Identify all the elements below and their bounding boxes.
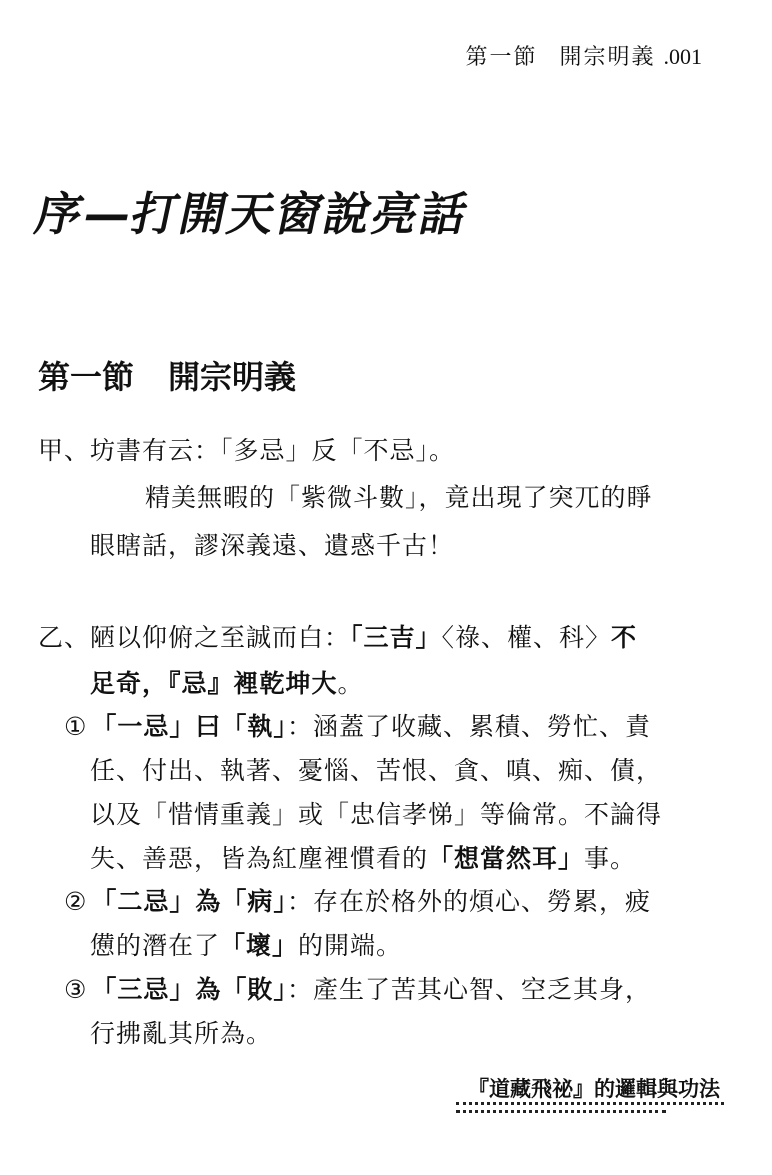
yi-star-list: 〈祿、權、科〉 (441, 623, 612, 652)
paragraph-jia-line-1: 甲、坊書有云：「多忌」反「不忌」。 (38, 436, 456, 465)
item-2-line-2-text: 憊的潛在了 (90, 931, 221, 960)
chapter-title: 序—打開天窗說亮話 (30, 187, 475, 241)
item-3-line-1-text: ：產生了苦其心智、空乏其身， (286, 975, 651, 1004)
header-section: 第一節 (465, 45, 538, 70)
section-title: 開宗明義 (168, 358, 297, 396)
item-3-line-2: 行拂亂其所為。 (90, 1019, 273, 1048)
item-1-marker: ① (64, 712, 88, 741)
item-3-line-1 (64, 975, 651, 1005)
yi-line-1-end: 不 (611, 623, 638, 652)
header-section-title: 開宗明義 (559, 45, 656, 70)
item-2-line-2 (90, 931, 402, 961)
page-number: .001 (663, 44, 702, 69)
item-2-line-1-text: ：存在於格外的煩心、勞累，疲 (286, 887, 651, 916)
yi-line-1-text: 乙、陋以仰俯之至誠而白： (38, 623, 351, 652)
item-1-line-1-text: ：涵蓋了收藏、累積、勞忙、責 (286, 712, 651, 741)
yi-line-2-end: 。 (337, 669, 364, 698)
paragraph-yi-line-2 (90, 669, 364, 699)
paragraph-jia-line-3: 眼瞎話，謬深義遠、遺惑千古！ (90, 531, 455, 560)
item-2-line-2-end: 的開端。 (298, 931, 403, 960)
footer-dotted-rule (456, 1102, 724, 1105)
item-1-line-3: 以及「惜情重義」或「忠信孝悌」等倫常。不論得 (90, 800, 663, 829)
item-2-heading: 「二忌」為「病」 (91, 887, 287, 916)
footer-dotted-rule-lower (456, 1110, 666, 1113)
item-3-heading: 「三忌」為「敗」 (91, 975, 287, 1004)
item-1-line-2: 任、付出、執著、憂惱、苦恨、貪、嗔、痴、債， (90, 756, 663, 785)
item-3-marker: ③ (64, 975, 88, 1004)
footer-book-title: 『道藏飛祕』的邏輯與功法 (468, 1077, 720, 1101)
yi-line-2-bold: 足奇，『忌』裡乾坤大 (90, 669, 338, 698)
section-number: 第一節 (38, 358, 135, 396)
item-1-line-4-bold: 「想當然耳」 (428, 844, 585, 873)
section-heading (38, 352, 296, 398)
paragraph-yi-line-1 (38, 623, 637, 653)
item-2-line-1 (64, 887, 651, 917)
item-2-line-2-bold: 「壞」 (220, 931, 299, 960)
item-1-heading: 「一忌」曰「執」 (91, 712, 287, 741)
item-1-line-4 (90, 844, 636, 874)
item-1-line-4-text: 失、善惡，皆為紅塵裡慣看的 (90, 844, 429, 873)
yi-three-auspicious: 「三吉」 (350, 623, 442, 652)
paragraph-jia-line-2: 精美無暇的「紫微斗數」，竟出現了突兀的睜 (145, 483, 653, 512)
item-2-marker: ② (64, 887, 88, 916)
running-header (465, 40, 702, 71)
item-1-line-4-end: 事。 (584, 844, 637, 873)
item-1-line-1 (64, 712, 651, 742)
